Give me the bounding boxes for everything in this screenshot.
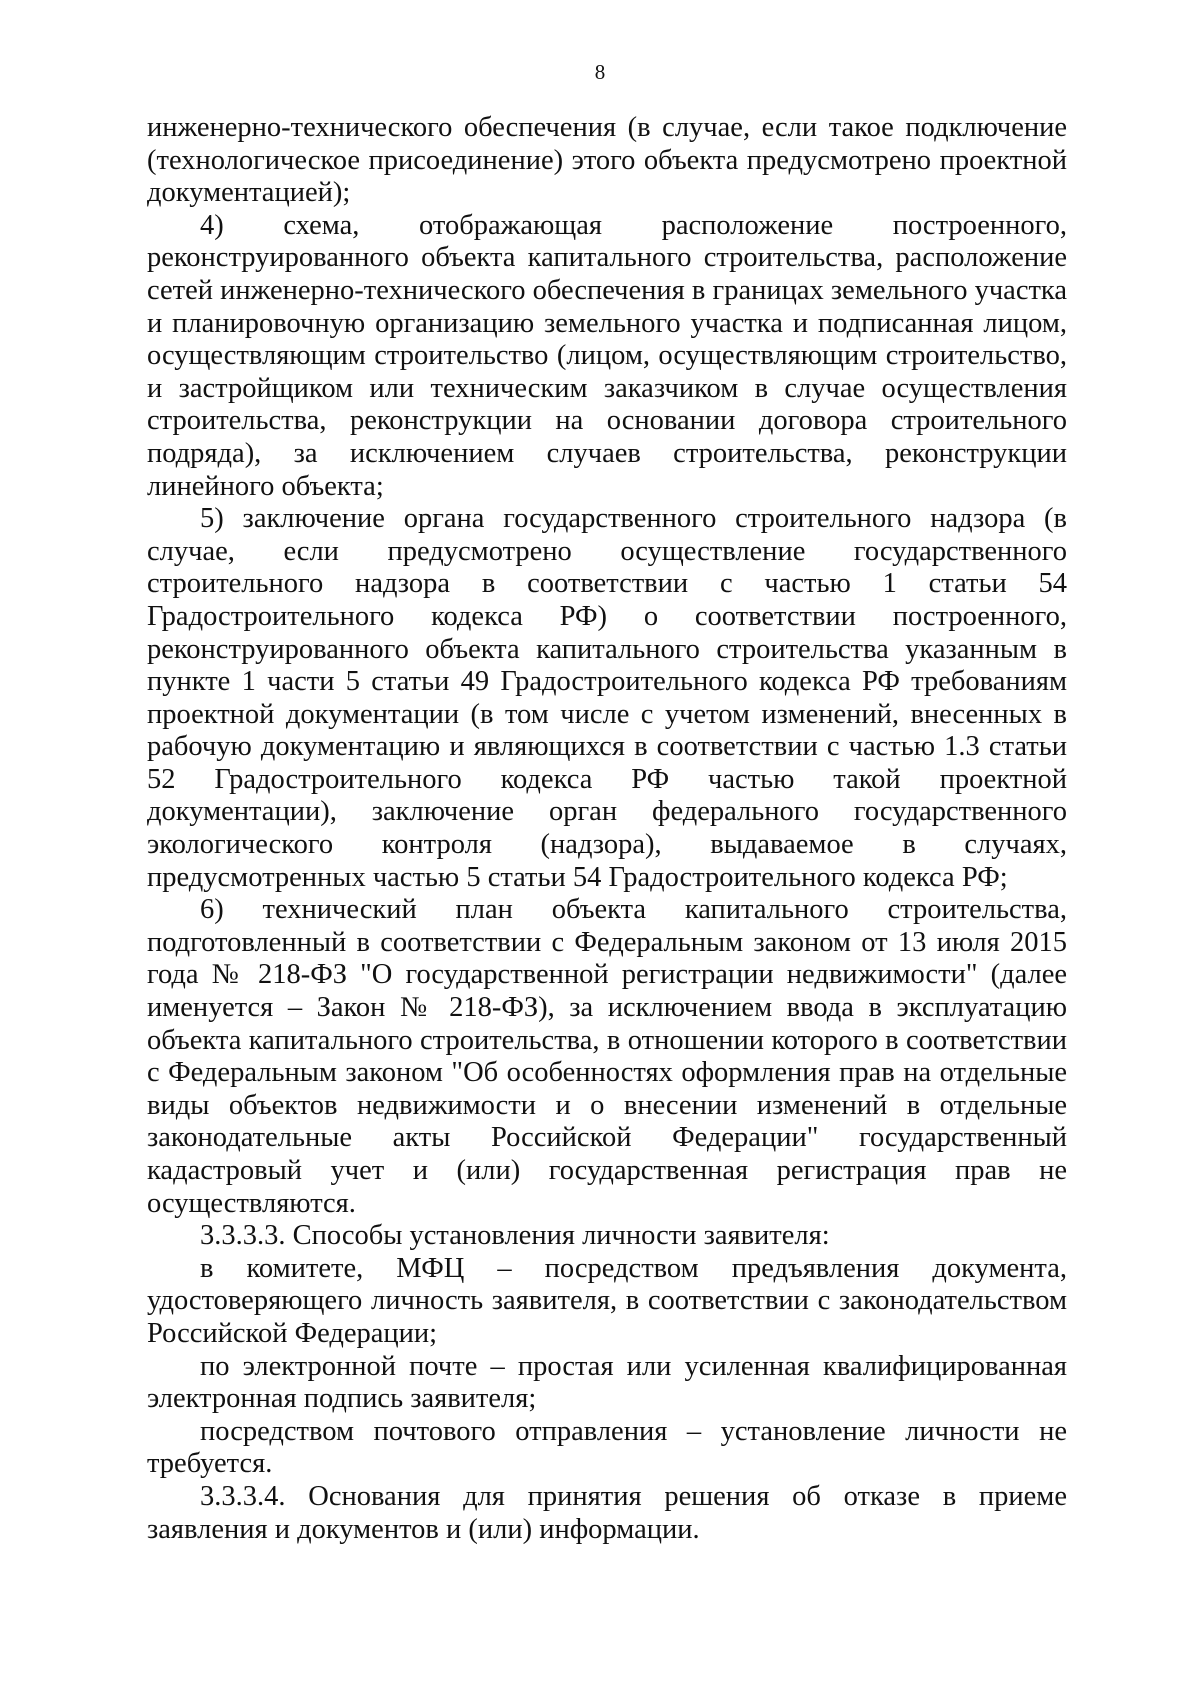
identification-by-email: по электронной почте – простая или усиленная квалифицированная электронная подпись заявителя; <box>147 1350 1067 1415</box>
paragraph-item-4: 4) схема, отображающая расположение построенного, реконструированного объекта капитального строительства, расположение сетей инженерно-технического обеспечения в границах земельного участка и планировочную организацию земельного участка и подписанная лицом, осуществляющим строительство (лицом, осуществляющим строительство, и застройщиком или техническим заказчиком в случае осуществления строительства, реконструкции на основании договора строительного подряда), за исключением случаев строительства, реконструкции линейного объекта; <box>147 209 1067 502</box>
section-3-3-3-3-heading: 3.3.3.3. Способы установления личности заявителя: <box>200 1220 830 1252</box>
paragraph-item-6: 6) технический план объекта капитального строительства, подготовленный в соответствии с Федеральным законом от 13 июля 2015 года № 218-ФЗ "О государственной регистрации недвижимости" (далее именуется – Закон № 218-ФЗ), за исключением ввода в эксплуатацию объекта капитального строительства, в отношении которого в соответствии с Федеральным законом "Об особенностях оформления прав на отдельные виды объектов недвижимости и о внесении изменений в отдельные законодательные акты Российской Федерации" государственный кадастровый учет и (или) государственная регистрация прав не осуществляются. <box>147 894 1067 1219</box>
identification-by-mail: посредством почтового отправления – установление личности не требуется. <box>147 1415 1067 1480</box>
paragraph-item-5: 5) заключение органа государственного строительного надзора (в случае, если предусмотрено осуществление государственного строительного надзора в соответствии с частью 1 статьи 54 Градостроительного кодекса РФ) о соответствии построенного, реконструированного объекта капитального строительства указанным в пункте 1 части 5 статьи 49 Градостроительного кодекса РФ требованиям проектной документации (в том числе с учетом изменений, внесенных в рабочую документацию и являющихся в соответствии с частью 1.3 статьи 52 Градостроительного кодекса РФ частью такой проектной документации), заключение орган федерального государственного экологического контроля (надзора), выдаваемое в случаях, предусмотренных частью 5 статьи 54 Градостроительного кодекса РФ; <box>147 503 1067 893</box>
document-body <box>147 112 1067 1546</box>
page-number: 8 <box>594 60 606 84</box>
identification-in-committee: в комитете, МФЦ – посредством предъявления документа, удостоверяющего личность заявителя, в соответствии с законодательством Российской Федерации; <box>147 1252 1067 1349</box>
section-3-3-3-4-heading: 3.3.3.4. Основания для принятия решения об отказе в приеме заявления и документов и (или) информации. <box>147 1480 1067 1545</box>
paragraph-continuation: инженерно-технического обеспечения (в случае, если такое подключение (технологическое присоединение) этого объекта предусмотрено проектной документацией); <box>147 112 1067 209</box>
